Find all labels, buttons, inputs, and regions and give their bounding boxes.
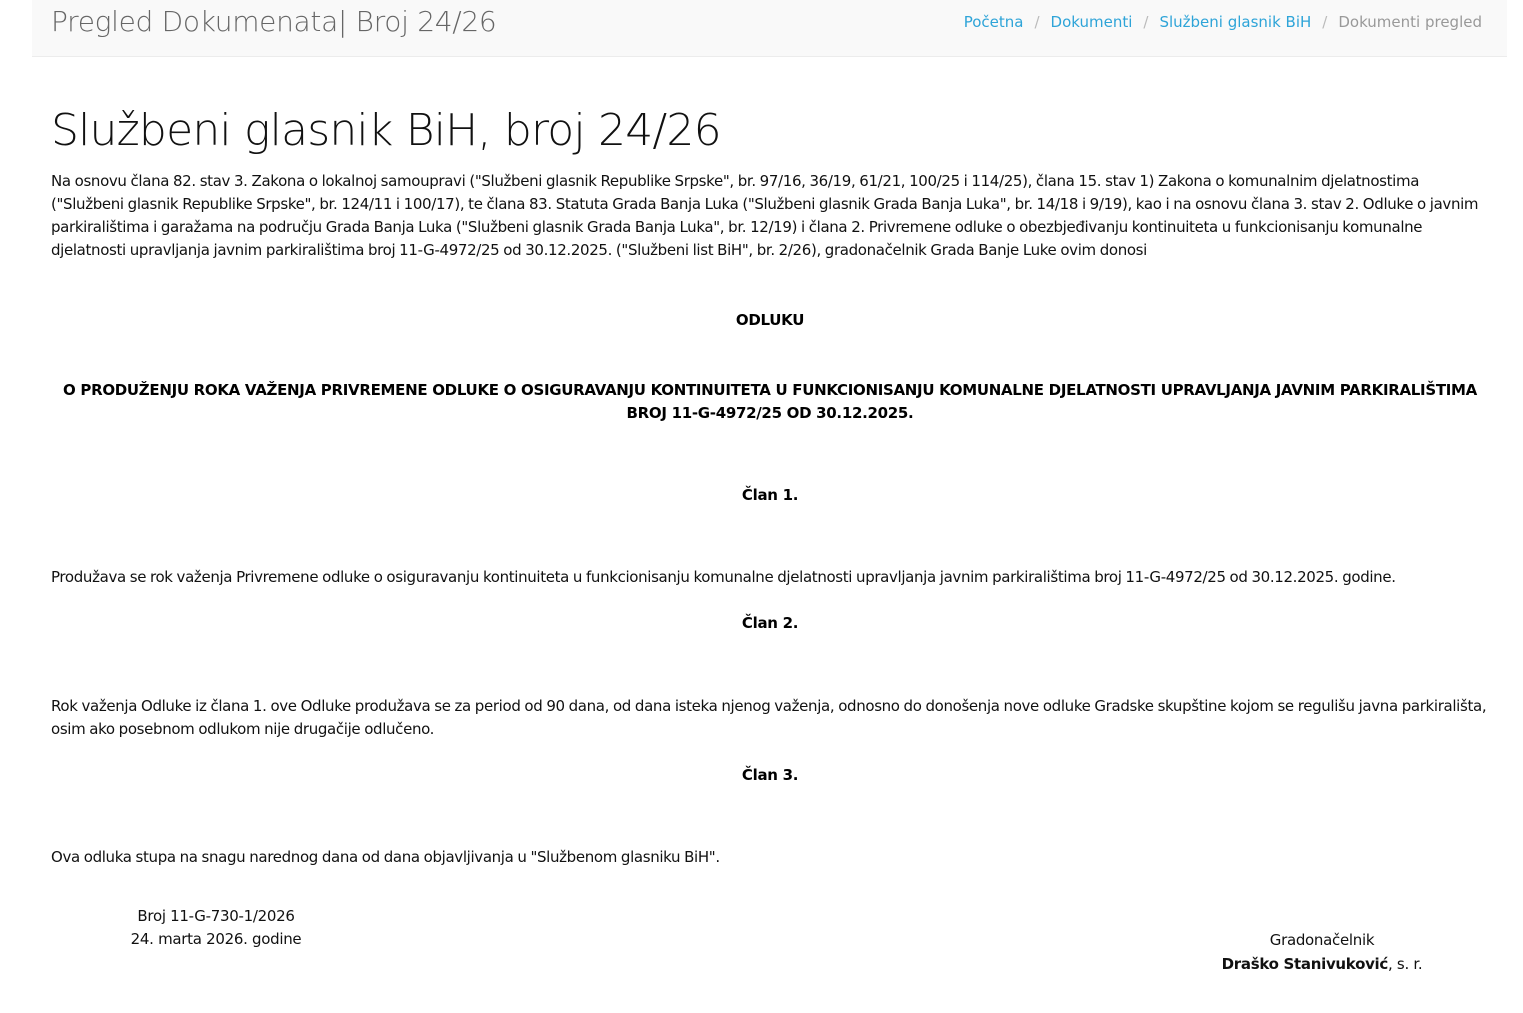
decision-subject: O PRODUŽENJU ROKA VAŽENJA PRIVREMENE ODLUKE O OSIGURAVANJU KONTINUITETA U FUNKCIONISANJU KOMUNALNE DJELATNOSTI UPRAVLJANJA JAVNIM PARKIRALIŠTIMA BROJ 11-G-4972/25 OD 30.12.2025. (63, 381, 1477, 422)
signatory-line (1212, 952, 1432, 976)
breadcrumb-separator: / (1322, 13, 1328, 31)
document-title: Službeni glasnik BiH, broj 24/26 (51, 105, 721, 156)
signature-block (1212, 928, 1432, 976)
article-3-heading: Član 3. (741, 766, 799, 784)
breadcrumb-gazette-link[interactable]: Službeni glasnik BiH (1159, 13, 1312, 31)
document-preamble: Na osnovu člana 82. stav 3. Zakona o lokalnoj samoupravi ("Službeni glasnik Republike Srpske", br. 97/16, 36/19, 61/21, 100/25 i 114/25), člana 15. stav 1) Zakona o komunalnim djelatnostima ("Službeni glasnik Republike Srpske", br. 124/11 i 100/17), te člana 83. Statuta Grada Banja Luka ("Službeni glasnik Grada Banja Luka", br. 14/18 i 9/19), kao i na osnovu člana 3. stav 2. Odluke o javnim parkiralištima i garažama na području Grada Banja Luka ("Službeni glasnik Grada Banja Luka", br. 12/19) i člana 2. Privremene odluke o obezbjeđivanju kontinuiteta u funkcionisanju komunalne djelatnosti upravljanja javnim parkiralištima broj 11-G-4972/25 od 30.12.2025. ("Službeni list BiH", br. 2/26), gradonačelnik Grada Banje Luke ovim donosi (51, 172, 1479, 259)
document-date: 24. marta 2026. godine (130, 930, 302, 948)
article-2-heading: Član 2. (741, 614, 799, 632)
page-title: Pregled Dokumenata| Broj 24/26 (51, 5, 497, 38)
decision-heading: ODLUKU (735, 311, 805, 329)
document-number: Broj 11-G-730-1/2026 (137, 907, 295, 925)
article-1-heading: Član 1. (741, 486, 799, 504)
signatory-suffix: , s. r. (1388, 955, 1423, 973)
signatory-role: Gradonačelnik (1269, 931, 1375, 949)
document-reference (118, 905, 314, 951)
article-2-text: Rok važenja Odluke iz člana 1. ove Odluke produžava se za period od 90 dana, od dana isteka njenog važenja, odnosno do donošenja nove odluke Gradske skupštine kojom se regulišu javna parkirališta, osim ako posebnom odlukom nije drugačije odlučeno. (51, 697, 1487, 738)
breadcrumb-documents-link[interactable]: Dokumenti (1050, 13, 1133, 31)
page-header (32, 0, 1507, 57)
breadcrumb (964, 13, 1482, 31)
breadcrumb-separator: / (1034, 13, 1040, 31)
article-1-text: Produžava se rok važenja Privremene odluke o osiguravanju kontinuiteta u funkcionisanju komunalne djelatnosti upravljanja javnim parkiralištima broj 11-G-4972/25 od 30.12.2025. godine. (51, 568, 1396, 586)
article-3-text: Ova odluka stupa na snagu narednog dana od dana objavljivanja u "Službenom glasniku BiH". (51, 848, 720, 866)
breadcrumb-separator: / (1143, 13, 1149, 31)
breadcrumb-home-link[interactable]: Početna (963, 13, 1024, 31)
signatory-name: Draško Stanivuković (1221, 955, 1388, 973)
breadcrumb-current: Dokumenti pregled (1338, 13, 1482, 31)
